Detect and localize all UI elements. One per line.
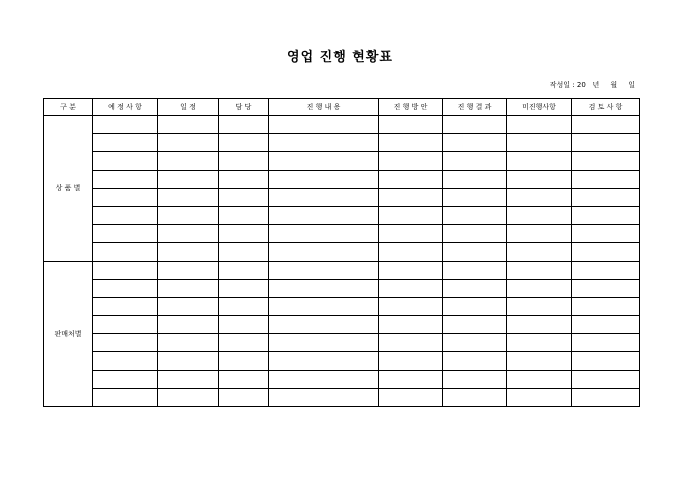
table-cell[interactable] xyxy=(269,279,379,297)
table-cell[interactable] xyxy=(269,188,379,206)
table-cell[interactable] xyxy=(443,352,507,370)
table-cell[interactable] xyxy=(507,206,572,224)
table-cell[interactable] xyxy=(507,243,572,261)
table-cell[interactable] xyxy=(269,316,379,334)
table-cell[interactable] xyxy=(572,388,640,406)
header-cell-person-in-charge: 담 당 xyxy=(219,99,269,116)
table-cell[interactable] xyxy=(572,152,640,170)
table-cell[interactable] xyxy=(379,352,443,370)
table-cell[interactable] xyxy=(443,279,507,297)
table-cell[interactable] xyxy=(219,170,269,188)
table-cell[interactable] xyxy=(379,225,443,243)
table-cell[interactable] xyxy=(443,225,507,243)
table-row xyxy=(44,243,640,261)
table-cell[interactable] xyxy=(507,297,572,315)
table-cell[interactable] xyxy=(269,297,379,315)
table-cell[interactable] xyxy=(507,116,572,134)
header-cell-review-items: 검 토 사 항 xyxy=(572,99,640,116)
table-cell[interactable] xyxy=(219,188,269,206)
table-cell[interactable] xyxy=(219,316,269,334)
table-cell[interactable] xyxy=(507,134,572,152)
table-cell[interactable] xyxy=(93,152,158,170)
table-cell[interactable] xyxy=(379,170,443,188)
date-line: 작성일 : 20 년 월 일 xyxy=(549,81,635,89)
table-cell[interactable] xyxy=(93,225,158,243)
table-cell[interactable] xyxy=(507,370,572,388)
table-cell[interactable] xyxy=(93,261,158,279)
table-cell[interactable] xyxy=(443,134,507,152)
table-cell[interactable] xyxy=(269,116,379,134)
header-cell-pending-items: 미진행사항 xyxy=(507,99,572,116)
table-cell[interactable] xyxy=(507,188,572,206)
table-cell[interactable] xyxy=(158,243,219,261)
table-cell[interactable] xyxy=(158,134,219,152)
header-cell-planned-items: 예 정 사 항 xyxy=(93,99,158,116)
table-cell[interactable] xyxy=(269,261,379,279)
document-title: 영업 진행 현황표 xyxy=(287,50,393,65)
table-cell[interactable] xyxy=(219,297,269,315)
table-cell[interactable] xyxy=(158,261,219,279)
table-row xyxy=(44,134,640,152)
table-cell[interactable] xyxy=(572,188,640,206)
table-cell[interactable] xyxy=(572,243,640,261)
table-cell[interactable] xyxy=(269,206,379,224)
table-cell[interactable] xyxy=(379,134,443,152)
table-cell[interactable] xyxy=(158,188,219,206)
table-cell[interactable] xyxy=(507,352,572,370)
status-table xyxy=(43,98,640,407)
table-row xyxy=(44,352,640,370)
table-cell[interactable] xyxy=(93,370,158,388)
table-cell[interactable] xyxy=(379,206,443,224)
table-cell[interactable] xyxy=(269,243,379,261)
header-cell-progress-result: 진 행 결 과 xyxy=(443,99,507,116)
table-cell[interactable] xyxy=(93,334,158,352)
table-cell[interactable] xyxy=(507,334,572,352)
table-row xyxy=(44,316,640,334)
table-cell[interactable] xyxy=(379,243,443,261)
table-cell[interactable] xyxy=(158,352,219,370)
table-cell[interactable] xyxy=(379,297,443,315)
table-row xyxy=(44,206,640,224)
table-cell[interactable] xyxy=(219,334,269,352)
table-cell[interactable] xyxy=(219,225,269,243)
table-cell[interactable] xyxy=(507,261,572,279)
table-row xyxy=(44,334,640,352)
table-cell[interactable] xyxy=(93,316,158,334)
table-cell[interactable] xyxy=(507,316,572,334)
table-cell[interactable] xyxy=(93,243,158,261)
table-cell[interactable] xyxy=(219,352,269,370)
table-cell[interactable] xyxy=(443,388,507,406)
table-cell[interactable] xyxy=(269,370,379,388)
table-cell[interactable] xyxy=(572,225,640,243)
table-cell[interactable] xyxy=(219,279,269,297)
table-cell[interactable] xyxy=(93,116,158,134)
table-row xyxy=(44,279,640,297)
table-cell[interactable] xyxy=(572,279,640,297)
table-cell[interactable] xyxy=(379,116,443,134)
table-cell[interactable] xyxy=(379,152,443,170)
header-cell-category: 구 분 xyxy=(44,99,93,116)
table-cell[interactable] xyxy=(443,206,507,224)
table-cell[interactable] xyxy=(158,225,219,243)
table-cell[interactable] xyxy=(379,279,443,297)
table-cell[interactable] xyxy=(158,388,219,406)
table-cell[interactable] xyxy=(443,188,507,206)
table-cell[interactable] xyxy=(219,243,269,261)
table-cell[interactable] xyxy=(269,352,379,370)
table-cell[interactable] xyxy=(443,152,507,170)
table-cell[interactable] xyxy=(572,116,640,134)
table-cell[interactable] xyxy=(158,370,219,388)
table-row xyxy=(44,370,640,388)
group-label-cell: 판매처별 xyxy=(44,261,93,407)
table-cell[interactable] xyxy=(269,225,379,243)
table-cell[interactable] xyxy=(219,370,269,388)
table-cell[interactable] xyxy=(219,134,269,152)
table-cell[interactable] xyxy=(269,334,379,352)
table-cell[interactable] xyxy=(379,334,443,352)
table-cell[interactable] xyxy=(572,170,640,188)
table-cell[interactable] xyxy=(443,170,507,188)
table-cell[interactable] xyxy=(93,188,158,206)
table-cell[interactable] xyxy=(93,170,158,188)
table-cell[interactable] xyxy=(572,134,640,152)
table-cell[interactable] xyxy=(443,334,507,352)
table-cell[interactable] xyxy=(443,316,507,334)
table-cell[interactable] xyxy=(443,116,507,134)
table-cell[interactable] xyxy=(572,334,640,352)
table-row xyxy=(44,297,640,315)
table-row xyxy=(44,116,640,134)
table-cell[interactable] xyxy=(379,388,443,406)
group-label-cell: 상 품 별 xyxy=(44,116,93,262)
table-cell[interactable] xyxy=(93,134,158,152)
table-row xyxy=(44,152,640,170)
table-cell[interactable] xyxy=(93,279,158,297)
table-cell[interactable] xyxy=(507,388,572,406)
table-cell[interactable] xyxy=(158,297,219,315)
table-cell[interactable] xyxy=(93,297,158,315)
table-row xyxy=(44,261,640,279)
table-cell[interactable] xyxy=(269,388,379,406)
table-cell[interactable] xyxy=(572,370,640,388)
header-cell-schedule: 일 정 xyxy=(158,99,219,116)
table-cell[interactable] xyxy=(219,116,269,134)
table-cell[interactable] xyxy=(158,279,219,297)
table-cell[interactable] xyxy=(443,261,507,279)
table-cell[interactable] xyxy=(379,316,443,334)
table-cell[interactable] xyxy=(93,388,158,406)
table-cell[interactable] xyxy=(572,261,640,279)
table-row xyxy=(44,388,640,406)
table-row xyxy=(44,170,640,188)
table-cell[interactable] xyxy=(379,188,443,206)
table-cell[interactable] xyxy=(269,152,379,170)
table-row xyxy=(44,225,640,243)
table-cell[interactable] xyxy=(158,152,219,170)
table-cell[interactable] xyxy=(158,116,219,134)
table-cell[interactable] xyxy=(93,206,158,224)
table-cell[interactable] xyxy=(93,352,158,370)
table-cell[interactable] xyxy=(443,243,507,261)
table-cell[interactable] xyxy=(158,334,219,352)
header-row xyxy=(44,99,640,116)
table-cell[interactable] xyxy=(443,370,507,388)
table-cell[interactable] xyxy=(219,152,269,170)
table-cell[interactable] xyxy=(158,170,219,188)
table-cell[interactable] xyxy=(507,152,572,170)
table-cell[interactable] xyxy=(219,388,269,406)
table-cell[interactable] xyxy=(572,206,640,224)
table-cell[interactable] xyxy=(507,225,572,243)
table-cell[interactable] xyxy=(158,206,219,224)
header-cell-progress-details: 진 행 내 용 xyxy=(269,99,379,116)
table-row xyxy=(44,188,640,206)
table-cell[interactable] xyxy=(507,279,572,297)
table-cell[interactable] xyxy=(572,297,640,315)
table-cell[interactable] xyxy=(507,170,572,188)
table-cell[interactable] xyxy=(269,170,379,188)
table-cell[interactable] xyxy=(379,261,443,279)
table-cell[interactable] xyxy=(219,261,269,279)
header-cell-progress-plan: 진 행 방 안 xyxy=(379,99,443,116)
table-cell[interactable] xyxy=(269,134,379,152)
table-body xyxy=(44,116,640,407)
table-cell[interactable] xyxy=(158,316,219,334)
table-cell[interactable] xyxy=(572,316,640,334)
table-cell[interactable] xyxy=(572,352,640,370)
table-cell[interactable] xyxy=(379,370,443,388)
table-cell[interactable] xyxy=(219,206,269,224)
table-cell[interactable] xyxy=(443,297,507,315)
